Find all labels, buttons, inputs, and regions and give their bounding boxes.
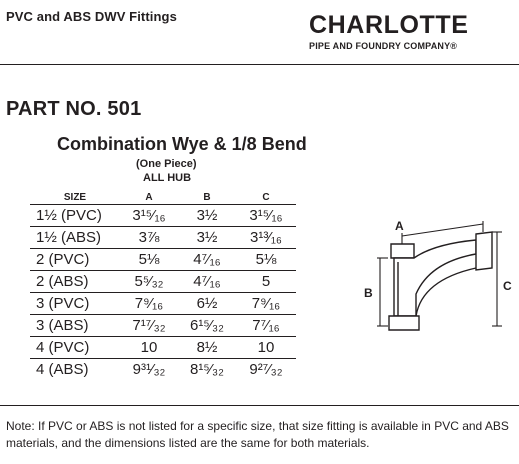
cell-c: 10	[236, 337, 296, 359]
cell-b: 6½	[178, 293, 236, 315]
cell-a: 7⁹⁄₁₆	[120, 293, 178, 315]
table-row	[30, 271, 296, 293]
table-row	[30, 227, 296, 249]
bottom-hub	[389, 316, 419, 330]
cell-size: 3 (ABS)	[30, 315, 120, 337]
table-row	[30, 293, 296, 315]
cell-a: 3⅞	[120, 227, 178, 249]
part-number: PART NO. 501	[6, 98, 142, 120]
cell-size: 2 (PVC)	[30, 249, 120, 271]
footer-divider	[0, 405, 519, 406]
cell-a: 5⁵⁄₃₂	[120, 271, 178, 293]
cell-c: 7⁹⁄₁₆	[236, 293, 296, 315]
cell-b: 8½	[178, 337, 236, 359]
product-title: Combination Wye & 1/8 Bend	[57, 134, 307, 154]
piece-note: (One Piece)	[136, 158, 197, 170]
logo-name: CHARLOTTE	[309, 11, 469, 39]
cell-size: 3 (PVC)	[30, 293, 120, 315]
cell-c: 3¹⁵⁄₁₆	[236, 205, 296, 227]
table-row	[30, 337, 296, 359]
column-header-size: SIZE	[30, 190, 120, 205]
cell-b: 4⁷⁄₁₆	[178, 249, 236, 271]
cell-b: 6¹⁵⁄₃₂	[178, 315, 236, 337]
cell-size: 1½ (ABS)	[30, 227, 120, 249]
cell-c: 5	[236, 271, 296, 293]
cell-size: 4 (ABS)	[36, 361, 89, 378]
logo-subtitle: PIPE AND FOUNDRY COMPANY®	[309, 41, 458, 51]
cell-b: 3½	[178, 205, 236, 227]
fitting-body	[389, 232, 492, 330]
label-c: C	[503, 279, 512, 293]
top-hub	[391, 244, 414, 258]
section-title: PVC and ABS DWV Fittings	[6, 9, 177, 24]
fitting-diagram	[358, 218, 513, 348]
cell-a: 10	[120, 337, 178, 359]
cell-a: 3¹⁵⁄₁₆	[120, 205, 178, 227]
table-row	[30, 359, 296, 381]
table-row	[30, 315, 296, 337]
cell-b: 8¹⁵⁄₃₂	[190, 361, 224, 378]
cell-size: 2 (ABS)	[30, 271, 120, 293]
table-row	[30, 205, 296, 227]
footnote: Note: If PVC or ABS is not listed for a specific size, that size fitting is available in PVC and ABS materials, and the dimensions listed are the same for both materials.	[6, 419, 509, 450]
label-b: B	[364, 286, 373, 300]
table-header-row	[30, 190, 296, 205]
dimensions-table	[30, 190, 296, 380]
column-header-a: A	[120, 190, 178, 205]
dimension-line-a	[402, 224, 483, 236]
side-hub	[476, 232, 492, 270]
hub-type: ALL HUB	[143, 172, 192, 184]
cell-c: 5⅛	[236, 249, 296, 271]
cell-a: 9³¹⁄₃₂	[132, 361, 166, 378]
cell-size: 4 (PVC)	[30, 337, 120, 359]
cell-a: 5⅛	[120, 249, 178, 271]
cell-b: 4⁷⁄₁₆	[178, 271, 236, 293]
cell-a: 7¹⁷⁄₃₂	[120, 315, 178, 337]
cell-b: 3½	[178, 227, 236, 249]
cell-c: 3¹³⁄₁₆	[236, 227, 296, 249]
company-logo	[309, 13, 514, 51]
label-a: A	[395, 219, 404, 233]
cell-c: 7⁷⁄₁₆	[236, 315, 296, 337]
cell-size: 1½ (PVC)	[30, 205, 120, 227]
column-header-c: C	[236, 190, 296, 205]
table-row	[30, 249, 296, 271]
cell-c: 9²⁷⁄₃₂	[249, 361, 283, 378]
header-divider	[0, 64, 519, 65]
column-header-b: B	[178, 190, 236, 205]
